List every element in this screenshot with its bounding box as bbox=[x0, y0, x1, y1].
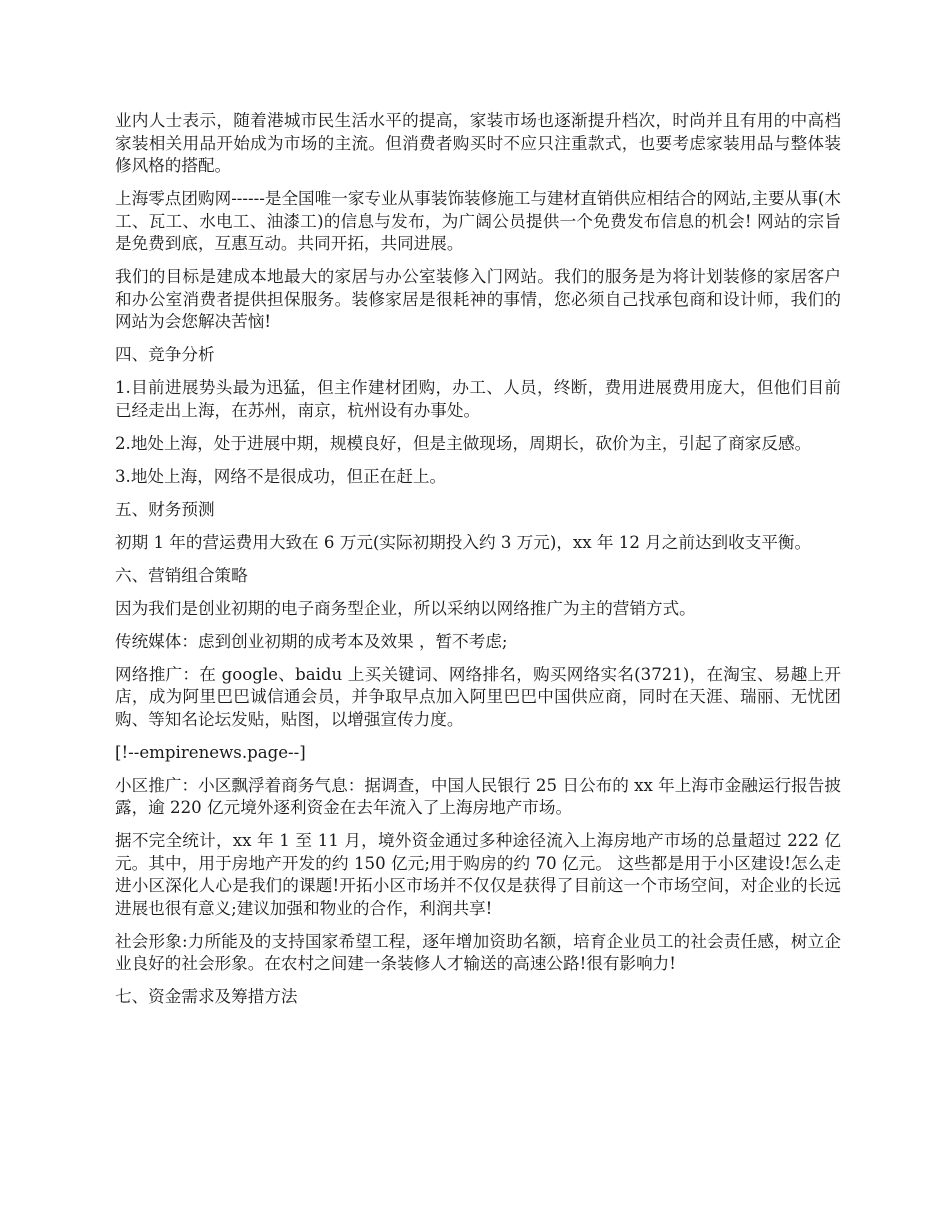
section-heading-competition: 四、竞争分析 bbox=[115, 345, 215, 364]
page-break-marker: [!--empirenews.page--] bbox=[115, 742, 306, 762]
paragraph-community-promotion: 小区推广：小区飘浮着商务气息：据调查，中国人民银行 25 日公布的 xx 年上海市金融运行报告披露，逾 220 亿元境外逐利资金在去年流入了上海房地产市场。 bbox=[115, 775, 841, 817]
section-heading-funding: 七、资金需求及筹措方法 bbox=[115, 987, 298, 1006]
paragraph-website-intro: 上海零点团购网------是全国唯一家专业从事装饰装修施工与建材直销供应相结合的网站,主要从事(木工、瓦工、水电工、油漆工)的信息与发布，为广阔公员提供一个免费发布信息的机会! 网站的宗旨是免费到底，互惠互动。共同开拓，共同进展。 bbox=[115, 189, 841, 253]
paragraph-goal: 我们的目标是建成本地最大的家居与办公室装修入门网站。我们的服务是为将计划装修的家居客户和办公室消费者提供担保服务。装修家居是很耗神的事情，您必须自己找承包商和设计师，我们的网站为会您解决苦恼! bbox=[115, 267, 841, 331]
document-page bbox=[115, 110, 841, 1019]
paragraph-competitor-2: 2.地处上海，处于进展中期，规模良好，但是主做现场，周期长，砍价为主，引起了商家反感。 bbox=[115, 433, 812, 453]
paragraph-statistics: 据不完全统计，xx 年 1 至 11 月，境外资金通过多种途径流入上海房地产市场的总量超过 222 亿元。其中，用于房地产开发的约 150 亿元;用于购房的约 70 亿元。 这些都是用于小区建设!怎么走进小区深化人心是我们的课题!开拓小区市场并不仅仅是获得了目前这一个市场空间，对企业的长远进展也很有意义;建议加强和物业的合作，利润共享! bbox=[115, 831, 841, 918]
paragraph-social-image: 社会形象:力所能及的支持国家希望工程，逐年增加资助名额，培育企业员工的社会责任感，树立企业良好的社会形象。在农村之间建一条装修人才输送的高速公路!很有影响力! bbox=[115, 931, 841, 973]
section-heading-finance: 五、财务预测 bbox=[115, 499, 215, 519]
paragraph-finance: 初期 1 年的营运费用大致在 6 万元(实际初期投入约 3 万元)，xx 年 12 月之前达到收支平衡。 bbox=[115, 532, 812, 552]
paragraph-competitor-1: 1.目前进展势头最为迅猛，但主作建材团购，办工、人员，终断，费用进展费用庞大，但他们目前已经走出上海，在苏州，南京，杭州设有办事处。 bbox=[115, 378, 841, 420]
paragraph-traditional-media: 传统媒体：虑到创业初期的成考本及效果 ，暂不考虑; bbox=[115, 631, 508, 651]
paragraph-online-promotion: 网络推广：在 google、baidu 上买关键词、网络排名，购买网络实名(3721)，在淘宝、易趣上开店，成为阿里巴巴诚信通会员，并争取早点加入阿里巴巴中国供应商，同时在天涯、瑞丽、无忧团购、等知名论坛发贴，贴图，以增强宣传力度。 bbox=[115, 664, 841, 729]
section-heading-marketing: 六、营销组合策略 bbox=[115, 565, 248, 585]
paragraph-competitor-3: 3.地处上海，网络不是很成功，但正在赶上。 bbox=[115, 466, 447, 486]
paragraph-marketing-approach: 因为我们是创业初期的电子商务型企业，所以采纳以网络推广为主的营销方式。 bbox=[115, 598, 696, 618]
paragraph-market-trend: 业内人士表示，随着港城市民生活水平的提高，家装市场也逐渐提升档次，时尚并且有用的中高档家装相关用品开始成为市场的主流。但消费者购买时不应只注重款式，也要考虑家装用品与整体装修风格的搭配。 bbox=[115, 111, 841, 175]
